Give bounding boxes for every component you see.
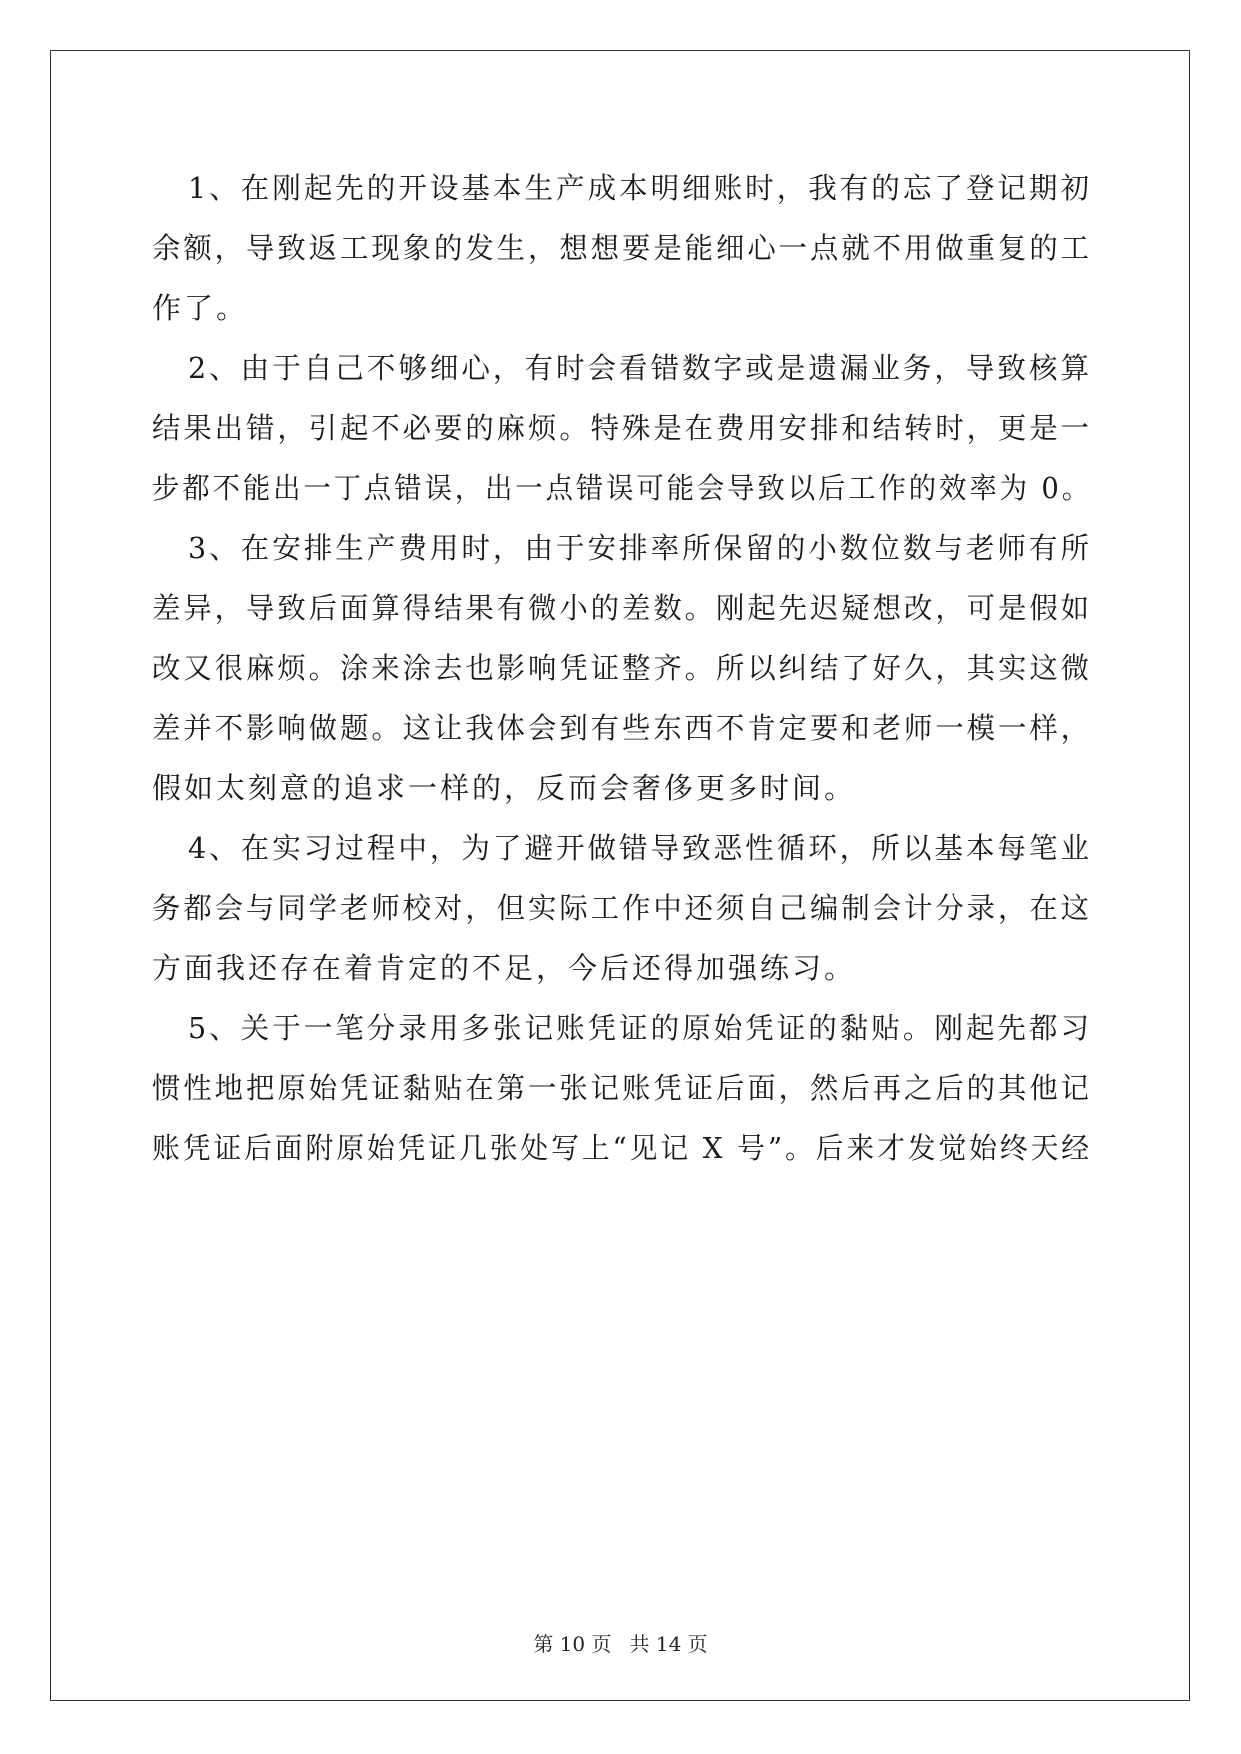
text-line: 改又很麻烦。涂来涂去也影响凭证整齐。所以纠结了好久，其实这微 — [152, 651, 1092, 685]
text-line: 5、关于一笔分录用多张记账凭证的原始凭证的黏贴。刚起先都习 — [188, 1011, 1092, 1045]
paragraph-1 — [152, 158, 1092, 338]
paragraph-4 — [152, 818, 1092, 998]
text-line: 2、由于自己不够细心，有时会看错数字或是遗漏业务，导致核算 — [188, 351, 1092, 385]
text-line: 差并不影响做题。这让我体会到有些东西不肯定要和老师一模一样， — [152, 711, 1092, 745]
document-body — [152, 158, 1092, 1178]
page-number: 第 10 页 — [533, 1632, 612, 1656]
text-line: 1、在刚起先的开设基本生产成本明细账时，我有的忘了登记期初 — [188, 171, 1092, 205]
text-line: 惯性地把原始凭证黏贴在第一张记账凭证后面，然后再之后的其他记 — [152, 1071, 1092, 1105]
text-line: 假如太刻意的追求一样的，反而会奢侈更多时间。 — [152, 771, 857, 805]
text-line: 结果出错，引起不必要的麻烦。特殊是在费用安排和结转时，更是一 — [152, 411, 1092, 445]
text-line: 作了。 — [152, 291, 249, 325]
page-total: 共 14 页 — [629, 1632, 708, 1656]
text-line: 差异，导致后面算得结果有微小的差数。刚起先迟疑想改，可是假如 — [152, 591, 1092, 625]
text-line: 余额，导致返工现象的发生，想想要是能细心一点就不用做重复的工 — [152, 231, 1092, 265]
paragraph-2 — [152, 338, 1092, 518]
paragraph-3 — [152, 518, 1092, 818]
page-footer — [0, 1628, 1241, 1657]
text-line: 4、在实习过程中，为了避开做错导致恶性循环，所以基本每笔业 — [188, 831, 1092, 865]
text-line: 务都会与同学老师校对，但实际工作中还须自己编制会计分录，在这 — [152, 891, 1092, 925]
text-line: 方面我还存在着肯定的不足，今后还得加强练习。 — [152, 951, 857, 985]
text-line: 账凭证后面附原始凭证几张处写上“见记 X 号”。后来才发觉始终天经 — [152, 1131, 1092, 1165]
text-line: 3、在安排生产费用时，由于安排率所保留的小数位数与老师有所 — [188, 531, 1092, 565]
paragraph-5 — [152, 998, 1092, 1178]
text-line: 步都不能出一丁点错误，出一点错误可能会导致以后工作的效率为 0。 — [152, 471, 1092, 505]
